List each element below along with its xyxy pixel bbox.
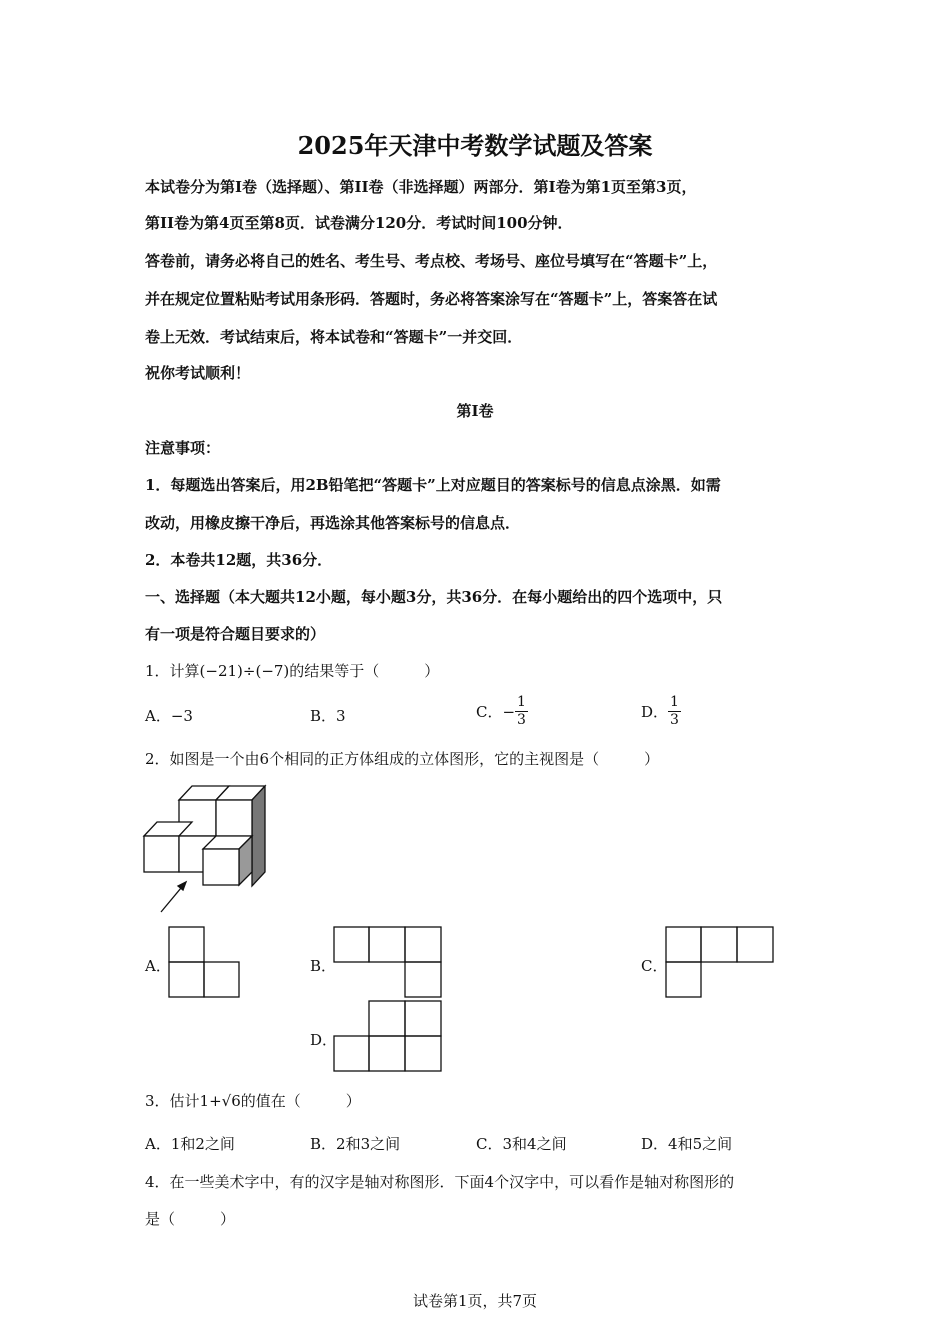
q1-option-d-prefix: D． bbox=[641, 703, 669, 721]
q2-option-b-figure bbox=[333, 926, 443, 998]
q1-option-d bbox=[641, 694, 681, 729]
q1-c-denominator: 3 bbox=[517, 712, 526, 728]
q1-d-numerator: 1 bbox=[670, 694, 679, 710]
intro-line-2: 第II卷为第4页至第8页．试卷满分120分．考试时间100分钟． bbox=[145, 214, 573, 232]
intro-line-1: 本试卷分为第Ⅰ卷（选择题）、第II卷（非选择题）两部分．第Ⅰ卷为第1页至第3页， bbox=[145, 178, 697, 196]
q3-option-b: B．2和3之间 bbox=[310, 1135, 401, 1153]
intro-line-4: 并在规定位置粘贴考试用条形码．答题时，务必将答案涂写在“答题卡”上，答案答在试 bbox=[145, 290, 718, 308]
q2-option-d-label: D． bbox=[310, 1031, 338, 1049]
page-footer: 试卷第1页，共7页 bbox=[412, 1292, 538, 1310]
note-line-3: 2．本卷共12题，共36分． bbox=[145, 551, 333, 569]
cube-stack-figure bbox=[140, 782, 270, 922]
note-line-1: 1．每题选出答案后，用2B铅笔把“答题卡”上对应题目的答案标号的信息点涂黑．如需 bbox=[145, 476, 721, 494]
q2-option-a-figure bbox=[168, 926, 242, 998]
q1-option-a: A．−3 bbox=[145, 707, 193, 725]
q3-option-d: D．4和5之间 bbox=[641, 1135, 733, 1153]
q2-stem: 2．如图是一个由6个相同的正方体组成的立体图形，它的主视图是（ ） bbox=[145, 750, 660, 768]
intro-line-6: 祝你考试顺利！ bbox=[145, 364, 251, 382]
q3-option-a: A．1和2之间 bbox=[145, 1135, 235, 1153]
q1-c-numerator: 1 bbox=[517, 694, 526, 710]
intro-line-5: 卷上无效．考试结束后，将本试卷和“答题卡”一并交回． bbox=[145, 328, 523, 346]
q1-stem: 1．计算(−21)÷(−7)的结果等于（ ） bbox=[145, 662, 440, 680]
notes-title: 注意事项： bbox=[145, 439, 221, 457]
q1-d-denominator: 3 bbox=[670, 712, 679, 728]
part-one-line-2: 有一项是符合题目要求的） bbox=[145, 625, 326, 643]
q4-stem-line-2: 是（ ） bbox=[145, 1210, 236, 1228]
part-one-line-1: 一、选择题（本大题共12小题，每小题3分，共36分．在每小题给出的四个选项中，只 bbox=[145, 588, 723, 606]
intro-line-3: 答卷前，请务必将自己的姓名、考生号、考点校、考场号、座位号填写在“答题卡”上， bbox=[145, 252, 718, 270]
q4-stem-line-1: 4．在一些美术字中，有的汉字是轴对称图形．下面4个汉字中，可以看作是轴对称图形的 bbox=[145, 1173, 735, 1191]
page-title: 2025年天津中考数学试题及答案 bbox=[297, 131, 653, 160]
section-title: 第Ⅰ卷 bbox=[456, 402, 494, 420]
q3-stem: 3．估计1+√6的值在（ ） bbox=[145, 1092, 361, 1110]
q2-option-d-figure bbox=[333, 1000, 443, 1072]
q2-option-a-label: A． bbox=[145, 957, 171, 975]
note-line-2: 改动，用橡皮擦干净后，再选涂其他答案标号的信息点． bbox=[145, 514, 521, 532]
q1-option-d-fraction bbox=[668, 694, 681, 729]
q1-option-c-fraction bbox=[515, 694, 528, 729]
q2-option-c-label: C． bbox=[641, 957, 668, 975]
q1-option-c-prefix: C．− bbox=[476, 703, 516, 721]
q1-option-b: B．3 bbox=[310, 707, 346, 725]
q2-option-c-figure bbox=[665, 926, 775, 998]
q2-option-b-label: B． bbox=[310, 957, 337, 975]
q1-option-c bbox=[476, 694, 528, 729]
q3-option-c: C．3和4之间 bbox=[476, 1135, 567, 1153]
